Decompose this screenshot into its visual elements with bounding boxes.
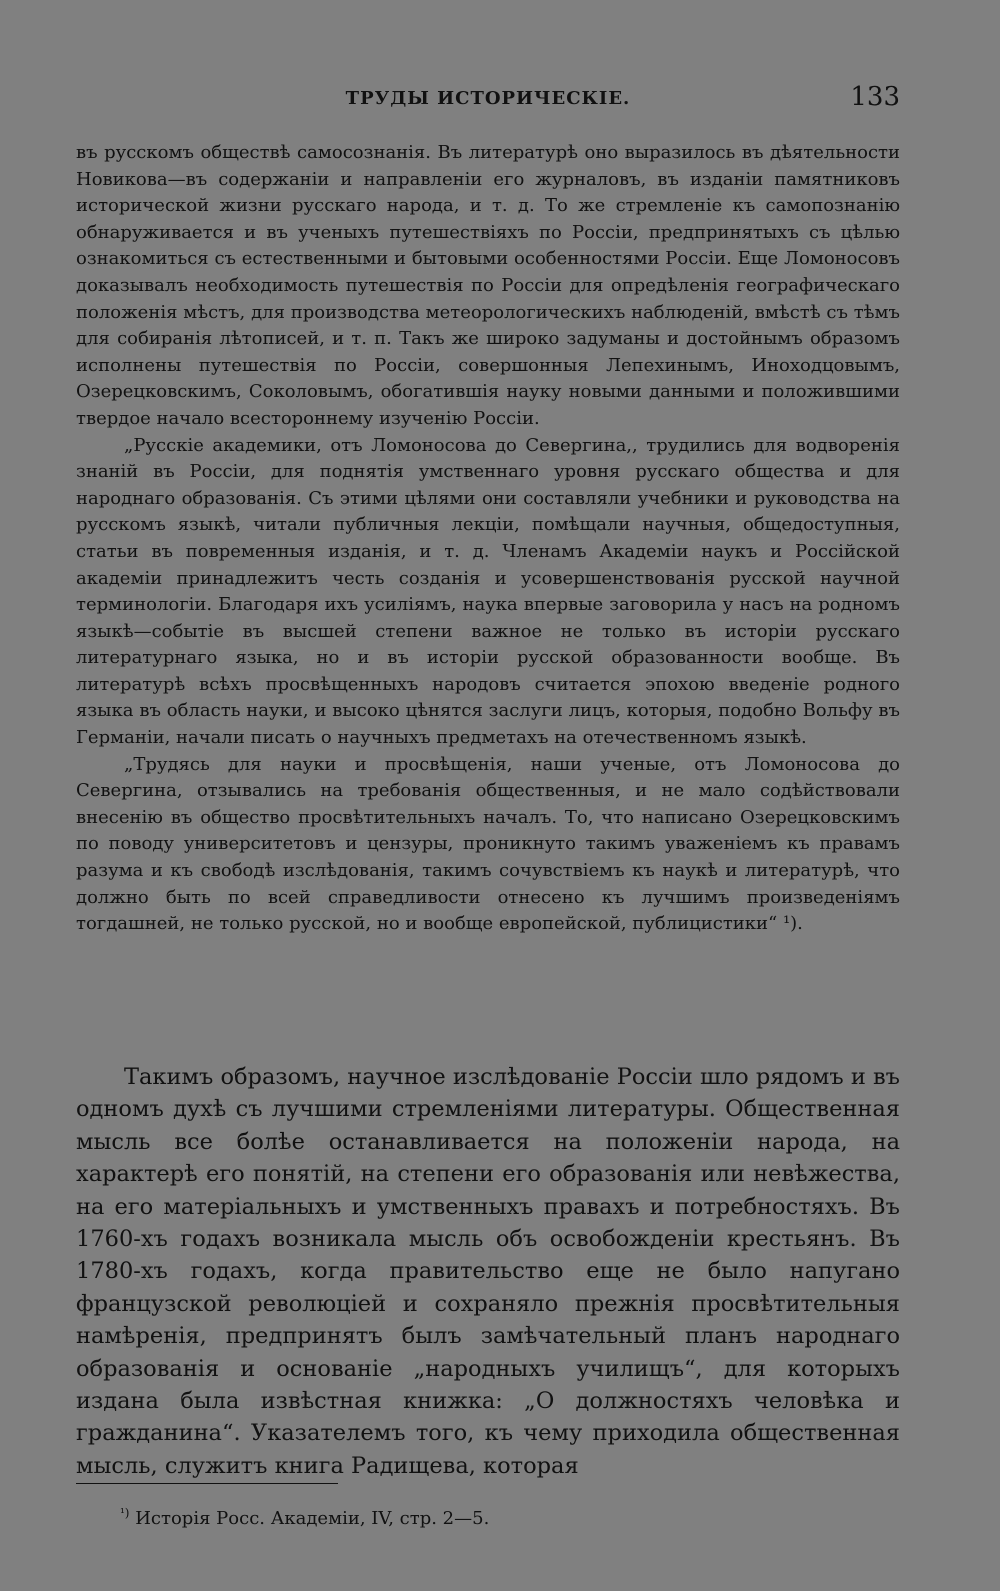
quoted-text-block	[76, 140, 900, 938]
footnote	[120, 1500, 489, 1532]
running-title: ТРУДЫ ИСТОРИЧЕСКІЕ.	[345, 88, 631, 109]
footnote-mark: ¹)	[120, 1506, 130, 1520]
main-paragraph: Такимъ образомъ, научное изслѣдованіе Россіи шло рядомъ и въ одномъ духѣ съ лучшими стремленіями литературы. Общественная мысль все болѣе останавливается на положеніи народа, на характерѣ его понятій, на степени его образованія или невѣжества, на его матеріальныхъ и умственныхъ правахъ и потребностяхъ. Въ 1760-хъ годахъ возникала мысль объ освобожденіи крестьянъ. Въ 1780-хъ годахъ, когда правительство еще не было напугано французской революціей и сохраняло прежнія просвѣтительныя намѣренія, предпринятъ былъ замѣчательный планъ народнаго образованія и основаніе „народныхъ училищъ“, для которыхъ издана была извѣстная книжка: „О должностяхъ человѣка и гражданина“. Указателемъ того, къ чему приходила общественная мысль, служитъ книга Радищева, которая	[76, 1064, 900, 1479]
page-header	[76, 84, 900, 114]
quote-paragraph: „Трудясь для науки и просвѣщенія, наши ученые, отъ Ломоносова до Севергина, отзывались на требованія общественныя, и не мало содѣйствовали внесенію въ общество просвѣтительныхъ началъ. То, что написано Озерецковскимъ по поводу университетовъ и цензуры, проникнуто такимъ уваженіемъ къ правамъ разума и къ свободѣ изслѣдованія, такимъ сочувствіемъ къ наукѣ и литературѣ, что должно быть по всей справедливости отнесено къ лучшимъ произведеніямъ тогдашней, не только русской, но и вообще европейской, публицистики“ ¹).	[76, 753, 900, 935]
page-number: 133	[850, 82, 900, 112]
footnote-text: Исторія Росс. Академіи, IV, стр. 2—5.	[135, 1508, 490, 1529]
quote-paragraph: въ русскомъ обществѣ самосознанія. Въ литературѣ оно выразилось въ дѣятельности Новикова—въ содержаніи и направленіи его журналовъ, въ изданіи памятниковъ исторической жизни русскаго народа, и т. д. То же стремленіе къ самопознанію обнаруживается и въ ученыхъ путешествіяхъ по Россіи, предпринятыхъ съ цѣлью ознакомиться съ естественными и бытовыми особенностями Россіи. Еще Ломоносовъ доказывалъ необходимость путешествія по Россіи для опредѣленія географическаго положенія мѣстъ, для производства метеорологическихъ наблюденій, вмѣстѣ съ тѣмъ для собиранія лѣтописей, и т. п. Такъ же широко задуманы и достойнымъ образомъ исполнены путешествія по Россіи, совершонныя Лепехинымъ, Иноходцовымъ, Озерецковскимъ, Соколовымъ, обогатившія науку новыми данными и положившими твердое начало всестороннему изученію Россіи.	[76, 142, 900, 429]
footnote-divider	[76, 1483, 338, 1484]
main-text-block	[76, 1061, 900, 1482]
quote-paragraph: „Русскіе академики, отъ Ломоносова до Севергина,, трудились для водворенія знаній въ Россіи, для поднятія умственнаго уровня русскаго общества и для народнаго образованія. Съ этими цѣлями они составляли учебники и руководства на русскомъ языкѣ, читали публичныя лекціи, помѣщали научныя, общедоступныя, статьи въ повременныя изданія, и т. д. Членамъ Академіи наукъ и Россійской академіи принадлежитъ честь созданія и усовершенствованія русской научной терминологіи. Благодаря ихъ усиліямъ, наука впервые заговорила у насъ на родномъ языкѣ—событіе въ высшей степени важное не только въ исторіи русскаго литературнаго языка, но и въ исторіи русской образованности вообще. Въ литературѣ всѣхъ просвѣщенныхъ народовъ считается эпохою введеніе родного языка въ область науки, и высоко цѣнятся заслуги лицъ, которыя, подобно Вольфу въ Германіи, начали писать о научныхъ предметахъ на отечественномъ языкѣ.	[76, 434, 900, 749]
